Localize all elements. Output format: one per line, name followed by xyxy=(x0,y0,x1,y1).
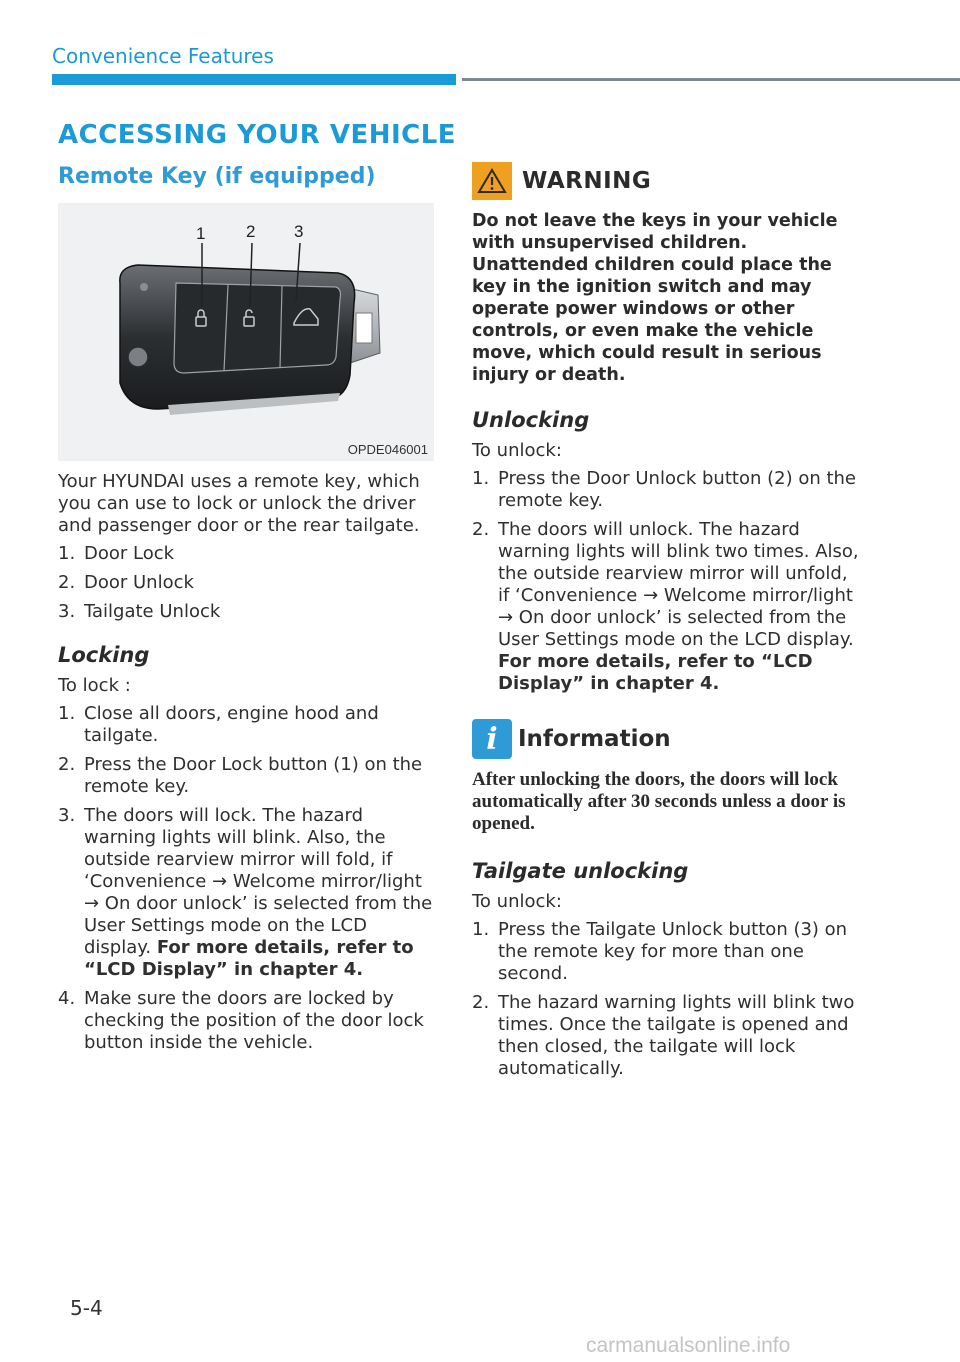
information-text: After unlocking the doors, the doors will lock automatically after 30 seconds unless a door is opened. xyxy=(472,769,846,834)
list-item-text: Make sure the doors are locked by checking the position of the door lock button inside the vehicle. xyxy=(84,988,424,1053)
locking-steps xyxy=(58,703,438,1054)
list-item-number: 3. xyxy=(58,601,76,622)
header-bar-accent xyxy=(52,74,456,85)
list-item-text: Tailgate Unlock xyxy=(84,601,221,622)
right-column xyxy=(472,158,862,1087)
list-item-text: Close all doors, engine hood and tailgate. xyxy=(84,703,379,746)
header-title: Convenience Features xyxy=(52,44,274,68)
list-item-text: Press the Door Unlock button (2) on the remote key. xyxy=(498,468,856,511)
list-item xyxy=(472,992,862,1080)
remote-key-illustration xyxy=(58,203,434,461)
list-item-number: 1. xyxy=(58,543,76,564)
list-item-text: Press the Door Lock button (1) on the remote key. xyxy=(84,754,423,797)
list-item-body: The doors will unlock. The hazard warning lights will blink two times. Also, the outside rearview mirror will unfold, if ‘Convenience → Welcome mirror/light → On door unlock’ is selected from the User Settings mode on the LCD display. xyxy=(498,519,859,650)
list-item xyxy=(472,919,862,985)
list-item-number: 1. xyxy=(58,703,76,724)
list-item xyxy=(472,519,862,695)
information-header xyxy=(472,719,862,759)
figure-code: OPDE046001 xyxy=(347,442,428,457)
page-number: 5-4 xyxy=(70,1296,103,1320)
unlocking-heading: Unlocking xyxy=(472,408,590,432)
watermark: carmanualsonline.info xyxy=(586,1334,791,1357)
warning-header xyxy=(472,162,862,200)
callout-label-3: 3 xyxy=(294,222,304,241)
unlocking-lead: To unlock: xyxy=(472,440,562,461)
tailgate-lead: To unlock: xyxy=(472,891,562,912)
remote-key-button-list xyxy=(58,543,438,623)
section-title: ACCESSING YOUR VEHICLE xyxy=(58,120,457,150)
warning-triangle-icon xyxy=(472,162,512,200)
list-item-text: Door Lock xyxy=(84,543,175,564)
list-item-number: 2. xyxy=(58,572,76,593)
remote-key-figure xyxy=(58,203,434,461)
list-item-number: 2. xyxy=(58,754,76,775)
list-item xyxy=(58,805,438,981)
list-item-body: The doors will lock. The hazard warning lights will blink. Also, the outside rearview mirror will fold, if ‘Convenience → Welcome mirror/light → On door unlock’ is selected from the User Settings mode on the LCD display. xyxy=(84,805,433,958)
list-item xyxy=(58,988,438,1054)
warning-title: WARNING xyxy=(522,168,652,194)
remote-key-intro: Your HYUNDAI uses a remote key, which you can use to lock or unlock the driver and passenger door or the rear tailgate. xyxy=(58,471,420,536)
left-column xyxy=(58,158,438,1061)
list-item xyxy=(58,754,438,798)
callout-label-1: 1 xyxy=(196,224,206,243)
list-item xyxy=(58,703,438,747)
list-item xyxy=(58,543,438,565)
list-item-text xyxy=(84,805,438,981)
list-item xyxy=(472,468,862,512)
tailgate-steps xyxy=(472,919,862,1080)
list-item-number: 1. xyxy=(472,919,490,940)
list-item-bold-reference: For more details, refer to “LCD Display” in chapter 4. xyxy=(84,937,414,980)
list-item-text: The hazard warning lights will blink two times. Once the tailgate is opened and then closed, the tailgate will lock automatically. xyxy=(498,992,855,1079)
list-item-number: 1. xyxy=(472,468,490,489)
list-item-number: 2. xyxy=(472,519,490,540)
locking-heading: Locking xyxy=(58,643,150,667)
information-title: Information xyxy=(518,726,671,752)
list-item xyxy=(58,601,438,623)
header-bar-divider xyxy=(462,78,960,81)
locking-lead: To lock : xyxy=(58,675,131,696)
list-item xyxy=(58,572,438,594)
remote-key-subtitle: Remote Key (if equipped) xyxy=(58,164,376,189)
list-item-number: 3. xyxy=(58,805,76,826)
list-item-number: 4. xyxy=(58,988,76,1009)
unlocking-steps xyxy=(472,468,862,695)
list-item-text: Press the Tailgate Unlock button (3) on the remote key for more than one second. xyxy=(498,919,848,984)
list-item-text xyxy=(498,519,862,695)
information-icon: i xyxy=(472,719,512,759)
list-item-text: Door Unlock xyxy=(84,572,194,593)
list-item-number: 2. xyxy=(472,992,490,1013)
list-item-bold-reference: For more details, refer to “LCD Display” in chapter 4. xyxy=(498,651,813,694)
callout-label-2: 2 xyxy=(246,222,256,241)
tailgate-heading: Tailgate unlocking xyxy=(472,859,689,883)
warning-text: Do not leave the keys in your vehicle with unsupervised children. Unattended children could place the key in the ignition switch and may operate power windows or other controls, or even make the vehicle move, which could result in serious injury or death. xyxy=(472,211,838,385)
